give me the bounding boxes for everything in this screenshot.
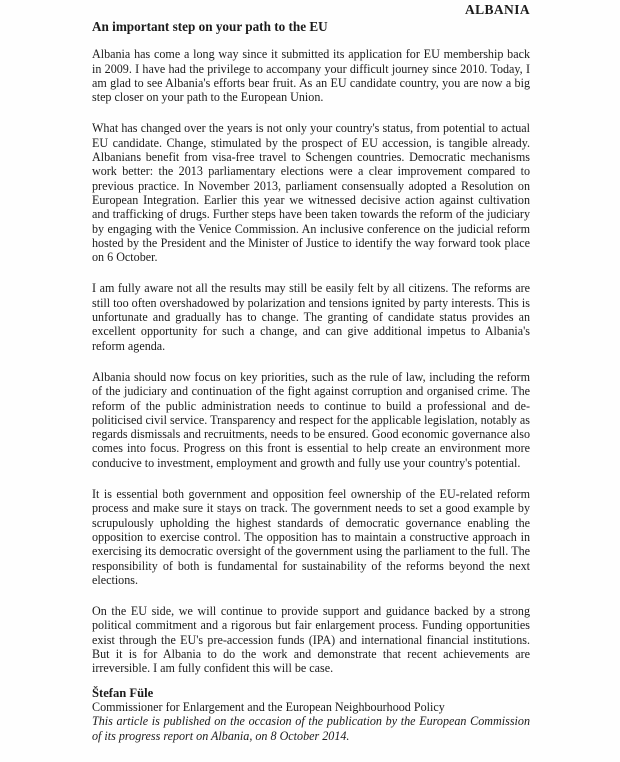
paragraph-government-opposition: It is essential both government and opposition feel ownership of the EU-related reform process and make sure it stays on track. The government needs to set a good example by scrupulously upholding the highest standards of democratic governance enabling the opposition to exercise control. The opposition has to maintain a constructive approach in exercising its democratic oversight of the government using the parliament to the full. The responsibility of both is fundamental for sustainability of the reforms beyond the next elections.: [92, 487, 530, 587]
paragraph-what-has-changed: What has changed over the years is not only your country's status, from potential to actual EU candidate. Change, stimulated by the prospect of EU accession, is tangible already. Albanians benefit from visa-free travel to Schengen countries. Democratic mechanisms work better: the 2013 parliamentary elections were a clear improvement compared to previous practice. In November 2013, parliament consensually adopted a Resolution on European Integration. Earlier this year we witnessed decisive action against cultivation and trafficking of drugs. Further steps have been taken towards the reform of the judiciary by engaging with the Venice Commission. An inclusive conference on the judicial reform hosted by the President and the Minister of Justice to identify the way forward took place on 6 October.: [92, 121, 530, 265]
paragraph-key-priorities: Albania should now focus on key priorities, such as the rule of law, including the reform of the judiciary and continuation of the fight against corruption and organised crime. The reform of the public administration needs to continue to build a professional and de-politicised civil service. Transparency and respect for the applicable legislation, notably as regards dismissals and recruitments, needs to be ensured. Good economic governance also comes into focus. Progress on this front is essential to help create an environment more conducive to investment, employment and growth and fully use your country's potential.: [92, 369, 530, 470]
country-header: ALBANIA: [464, 2, 530, 17]
page-title: An important step on your path to the EU: [92, 19, 328, 34]
signature-block: [92, 686, 530, 743]
signature-role: Commissioner for Enlargement and the European Neighbourhood Policy: [92, 700, 445, 715]
signature-name: Štefan Füle: [92, 685, 154, 700]
paragraph-intro: Albania has come a long way since it submitted its application for EU membership back in 2009. I have had the privilege to accompany your difficult journey since 2010. Today, I am glad to see Albania's efforts bear fruit. As an EU candidate country, you are now a big step closer on your path to the European Union.: [92, 47, 530, 105]
signature-note: This article is published on the occasion of the publication by the European Commission of its progress report on Albania, on 8 October 2014.: [92, 714, 530, 743]
paragraph-eu-side: On the EU side, we will continue to provide support and guidance backed by a strong political commitment and a rigorous but fair enlargement process. Funding opportunities exist through the EU's pre-accession funds (IPA) and international financial institutions. But it is for Albania to do the work and demonstrate that recent achievements are irreversible. I am fully confident this will be case.: [92, 604, 530, 676]
paragraph-reforms-awareness: I am fully aware not all the results may still be easily felt by all citizens. The reforms are still too often overshadowed by polarization and tensions ignited by party interests. This is unfortunate and gradually has to change. The granting of candidate status provides an excellent opportunity for such a change, and can give additional impetus to Albania's reform agenda.: [92, 281, 530, 353]
